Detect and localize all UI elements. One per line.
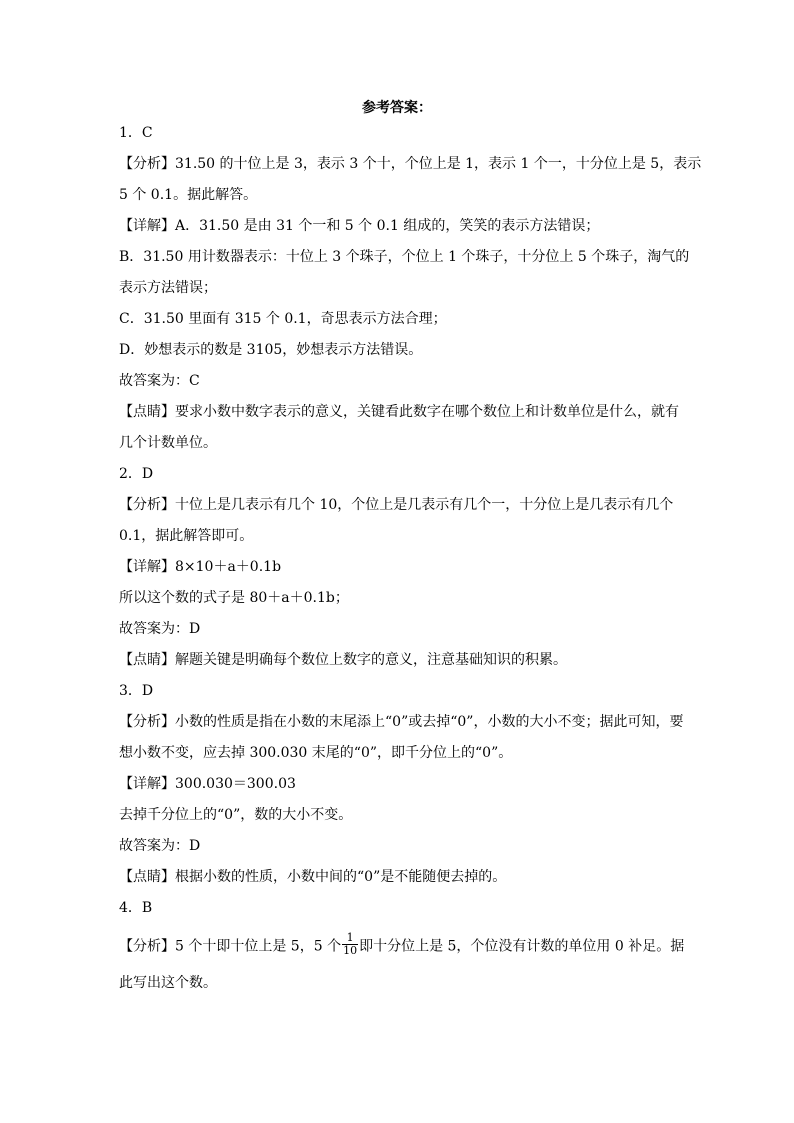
q3-conclusion: 故答案为：D <box>119 838 201 854</box>
q2-conclusion: 故答案为：D <box>119 621 201 637</box>
fraction-denominator: 10 <box>343 944 358 957</box>
q3-analysis-line-2: 想小数不变，应去掉 300.030 末尾的“0”，即千分位上的“0”。 <box>119 745 513 761</box>
q2-comment: 【点睛】解题关键是明确每个数位上数字的意义，注意基础知识的积累。 <box>119 652 567 668</box>
q2-answer: 2．D <box>119 466 154 482</box>
q4-analysis-line-2: 此写出这个数。 <box>119 975 217 991</box>
fraction-one-tenth <box>342 932 358 957</box>
q2-analysis-line-2: 0.1，据此解答即可。 <box>119 528 254 544</box>
q1-detail-c: C．31.50 里面有 315 个 0.1，奇思表示方法合理； <box>119 311 447 327</box>
q1-comment-line-2: 几个计数单位。 <box>119 435 217 451</box>
q1-detail-d: D．妙想表示的数是 3105，妙想表示方法错误。 <box>119 342 423 358</box>
q3-answer: 3．D <box>119 683 154 699</box>
q2-detail-line-2: 所以这个数的式子是 80＋a＋0.1b； <box>119 590 349 606</box>
q3-analysis-line-1: 【分析】小数的性质是指在小数的末尾添上“0”或去掉“0”，小数的大小不变；据此可知，要 <box>119 714 684 730</box>
q2-analysis-line-1: 【分析】十位上是几表示有几个 10，个位上是几表示有几个一，十分位上是几表示有几个 <box>119 497 674 513</box>
q4-analysis-post: 即十分位上是 5，个位没有计数的单位用 0 补足。据 <box>359 938 685 955</box>
q1-detail-b-line-2: 表示方法错误； <box>119 280 217 296</box>
q1-comment-line-1: 【点睛】要求小数中数字表示的意义，关键看此数字在哪个数位上和计数单位是什么，就有 <box>119 404 679 420</box>
q4-analysis-pre: 【分析】5 个十即十位上是 5，5 个 <box>119 938 342 955</box>
q1-answer: 1．C <box>119 125 153 141</box>
q4-answer: 4．B <box>119 900 153 916</box>
q1-analysis-line-2: 5 个 0.1。据此解答。 <box>119 187 258 203</box>
fraction-numerator: 1 <box>342 932 358 945</box>
q1-analysis-line-1: 【分析】31.50 的十位上是 3，表示 3 个十，个位上是 1，表示 1 个一，十分位上是 5，表示 <box>119 156 702 172</box>
q2-detail: 【详解】8×10＋a＋0.1b <box>119 559 282 575</box>
q1-detail-b-line-1: B．31.50 用计数器表示：十位上 3 个珠子，个位上 1 个珠子，十分位上 5 个珠子，淘气的 <box>119 249 690 265</box>
page-title: 参考答案： <box>362 100 432 116</box>
q1-conclusion: 故答案为：C <box>119 373 200 389</box>
q3-comment: 【点睛】根据小数的性质，小数中间的“0”是不能随便去掉的。 <box>119 869 507 885</box>
q3-detail: 【详解】300.030＝300.03 <box>119 776 296 792</box>
q1-detail-a: 【详解】A．31.50 是由 31 个一和 5 个 0.1 组成的，笑笑的表示方法错误； <box>119 218 600 234</box>
q4-analysis-line-1 <box>119 931 685 959</box>
q3-detail-line-2: 去掉千分位上的“0”，数的大小不变。 <box>119 807 353 823</box>
